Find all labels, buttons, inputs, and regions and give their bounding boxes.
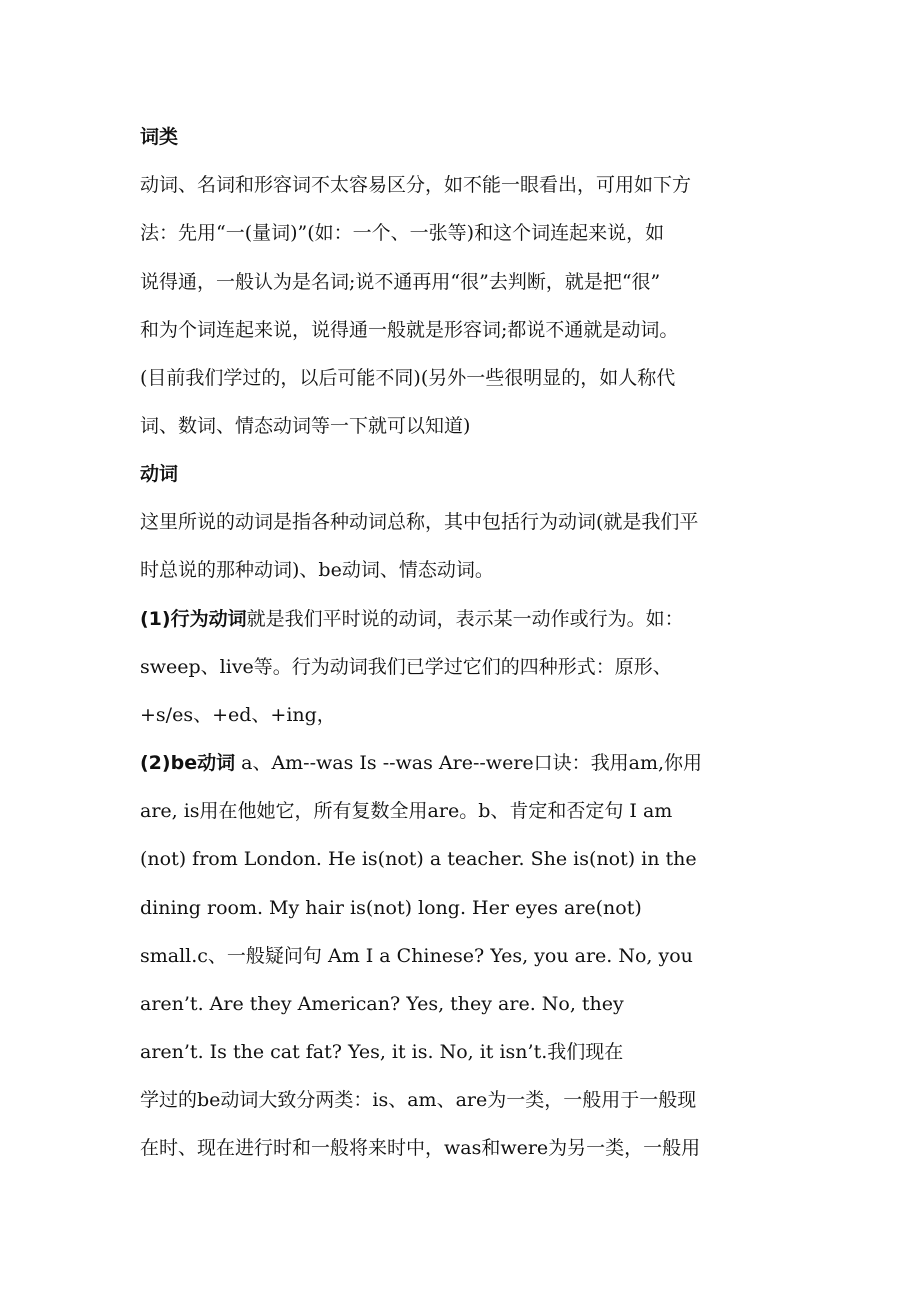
paragraph-line: +s/es、+ed、+ing， xyxy=(140,704,336,726)
item-be-verb xyxy=(140,747,800,779)
paragraph-line: aren’t. Is the cat fat? Yes, it is. No, it isn’t.我们现在 xyxy=(140,1041,624,1063)
paragraph-line: aren’t. Are they American? Yes, they are. No, they xyxy=(140,993,624,1015)
paragraph-line: 和为个词连起来说，说得通一般就是形容词;都说不通就是动词。 xyxy=(140,319,679,341)
paragraph-line: 在时、现在进行时和一般将来时中，was和were为另一类，一般用 xyxy=(140,1137,701,1159)
paragraph-line: 法：先用“一(量词)”(如：一个、一张等)和这个词连起来说，如 xyxy=(140,222,665,244)
paragraph-line: small.c、一般疑问句 Am I a Chinese? Yes, you are. No, you xyxy=(140,945,693,967)
item-action-verb-text: 就是我们平时说的动词，表示某一动作或行为。如： xyxy=(246,608,684,630)
paragraph-line: (目前我们学过的，以后可能不同)(另外一些很明显的，如人称代 xyxy=(140,367,676,389)
paragraph-line: dining room. My hair is(not) long. Her eyes are(not) xyxy=(140,897,642,919)
paragraph-line: 动词、名词和形容词不太容易区分，如不能一眼看出，可用如下方 xyxy=(140,174,692,196)
paragraph-line: 时总说的那种动词)、be动词、情态动词。 xyxy=(140,559,494,581)
paragraph-line: 词、数词、情态动词等一下就可以知道) xyxy=(140,415,471,437)
item-be-verb-text: a、Am--was Is --was Are--were口诀：我用am,你用 xyxy=(235,752,703,774)
paragraph-line: 这里所说的动词是指各种动词总称，其中包括行为动词(就是我们平 xyxy=(140,511,699,533)
paragraph-line: 学过的be动词大致分两类：is、am、are为一类，一般用于一般现 xyxy=(140,1089,697,1111)
paragraph-line: 说得通，一般认为是名词;说不通再用“很”去判断，就是把“很” xyxy=(140,271,661,293)
item-be-verb-label: (2)be动词 xyxy=(140,752,236,774)
heading-word-class: 词类 xyxy=(140,126,179,148)
paragraph-line: (not) from London. He is(not) a teacher. She is(not) in the xyxy=(140,848,697,870)
paragraph-line: sweep、live等。行为动词我们已学过它们的四种形式：原形、 xyxy=(140,656,672,678)
item-action-verb-label: (1)行为动词 xyxy=(140,608,247,630)
item-action-verb xyxy=(140,603,800,635)
heading-verb: 动词 xyxy=(140,463,179,485)
paragraph-line: are, is用在他她它，所有复数全用are。b、肯定和否定句 I am xyxy=(140,800,673,822)
